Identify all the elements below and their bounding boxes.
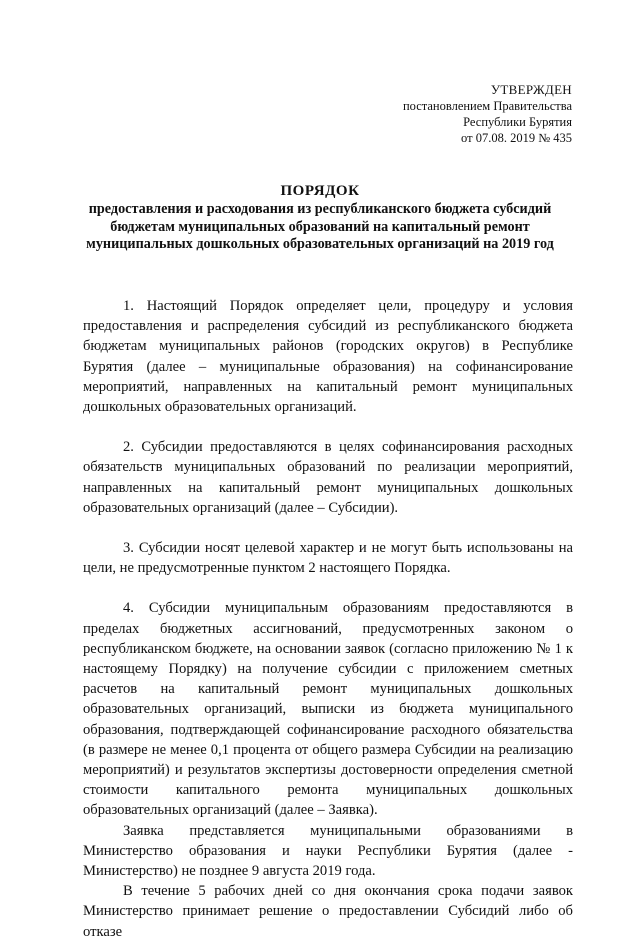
approval-line-2: Республики Бурятия xyxy=(463,115,572,129)
title-main: ПОРЯДОК xyxy=(280,183,360,199)
paragraph-4-decision: В течение 5 рабочих дней со дня окончания срока подачи заявок Министерство принимает решение о предоставлении Субсидий либо об отказе xyxy=(83,883,573,940)
paragraph-3: 3. Субсидии носят целевой характер и не могут быть использованы на цели, не предусмотренные пунктом 2 настоящего Порядка. xyxy=(83,540,573,577)
approval-line-3: от 07.08. 2019 № 435 xyxy=(461,131,572,145)
approval-stamp xyxy=(403,82,572,146)
approval-heading: УТВЕРЖДЕН xyxy=(490,82,572,97)
paragraph-4-application: Заявка представляется муниципальными образованиями в Министерство образования и науки Республики Бурятия (далее - Министерство) не позднее 9 августа 2019 года. xyxy=(83,822,573,880)
approval-line-1: постановлением Правительства xyxy=(402,99,572,113)
paragraph-4: 4. Субсидии муниципальным образованиям предоставляются в пределах бюджетных ассигнований, предусмотренных законом о республиканском бюджете, на основании заявок (согласно приложению № 1 к настоящему Порядку) на получение субсидии с приложением сметных расчетов на капитальный ремонт муниципальных дошкольных образовательных организаций, выписки из бюджета муниципального образования, подтверждающей софинансирование расходного обязательства (в размере не менее 0,1 процента от общего размера Субсидии на реализацию мероприятий) и результатов экспертизы достоверности определения сметной стоимости капитального ремонта муниципальных дошкольных образовательных организаций (далее – Заявка). xyxy=(83,600,573,819)
document-title xyxy=(60,181,580,254)
document-body xyxy=(83,296,573,942)
title-subtitle: предоставления и расходования из республиканского бюджета субсидий бюджетам муниципальных образований на капитальный ремонт муниципальных дошкольных образовательных организаций на 2019 год xyxy=(86,201,554,252)
paragraph-1: 1. Настоящий Порядок определяет цели, процедуру и условия предоставления и распределения субсидий из республиканского бюджета бюджетам муниципальных районов (городских округов) в Республике Бурятия (далее – муниципальные образования) на софинансирование мероприятий, направленных на капитальный ремонт муниципальных дошкольных образовательных организаций. xyxy=(83,298,573,416)
paragraph-2: 2. Субсидии предоставляются в целях софинансирования расходных обязательств муниципальных образований по реализации мероприятий, направленных на капитальный ремонт муниципальных дошкольных образовательных организаций (далее – Субсидии). xyxy=(83,439,573,516)
